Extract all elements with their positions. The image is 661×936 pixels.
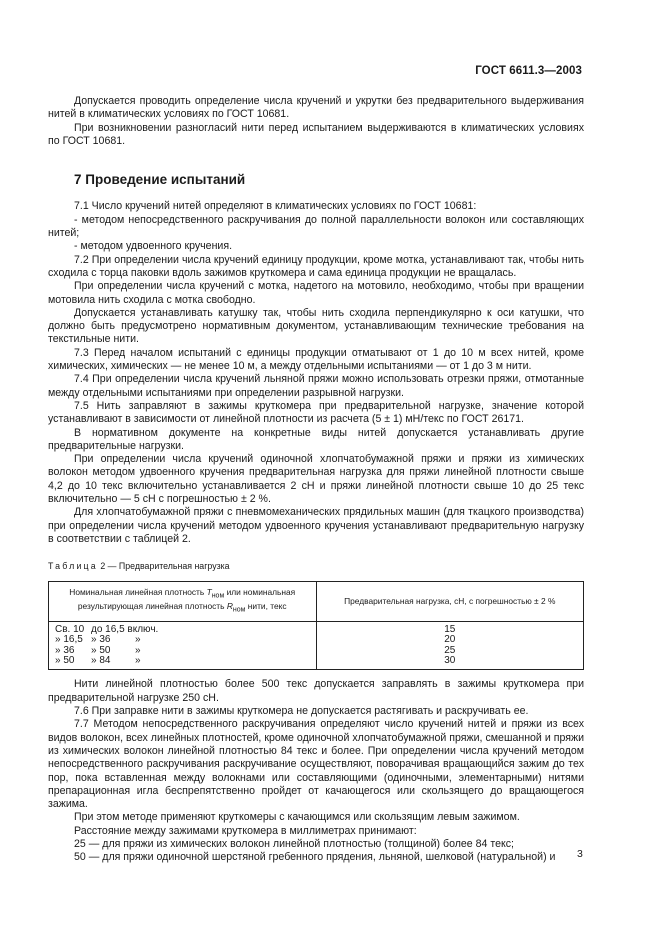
table-row xyxy=(49,646,584,656)
paragraph: 7.5 Нить заправляют в зажимы круткомера при предварительной нагрузке, значение которой устанавливают в зависимости от линейной плотности из расчета (5 ± 1) мН/текс по ГОСТ 26171. xyxy=(48,399,584,426)
table-row xyxy=(49,635,584,645)
load-cell: 30 xyxy=(316,656,584,670)
paragraph: 7.1 Число кручений нитей определяют в климатических условиях по ГОСТ 10681: xyxy=(74,200,477,213)
paragraph: При возникновении разногласий нити перед испытанием выдерживаются в климатических условиях по ГОСТ 10681. xyxy=(48,121,584,147)
section-heading: 7 Проведение испытаний xyxy=(74,172,246,188)
paragraph: Расстояние между зажимами круткомера в миллиметрах принимают: xyxy=(74,824,417,837)
paragraph: 7.7 Методом непосредственного раскручивания определяют число кручений нитей и пряжи из всех видов волокон, всех линейных плотностей, кроме одиночной хлопчатобумажной пряжи, смешанной и пряжи из химических волокон линейной плотностью 84 текс и более. При определении числа кручений методом непосредственного раскручивания раскручивание осуществляют, поворачивая вращающийся зажим до тех пор, пока вставленная между волокнами или составляющими (одиночными, элементарными) нитями препарационная игла беспрепятственно пройдет от качающегося или скользящего до вращающегося зажима. xyxy=(48,718,584,811)
paragraph: В нормативном документе на конкретные виды нитей допускается устанавливать другие предварительные нагрузки. xyxy=(48,426,584,452)
paragraph: Для хлопчатобумажной пряжи с пневмомеханических прядильных машин (для ткацкого производства) при определении числа кручений методом удвоенного кручения устанавливают предварительную нагрузку в соответствии с таблицей 2. xyxy=(48,506,584,545)
paragraph: 7.4 При определении числа кручений льняной пряжи можно использовать отрезки пряжи, отмотанные между отдельными испытаниями при определении разрывной нагрузки. xyxy=(48,373,584,399)
paragraph: 7.2 При определении числа кручений единицу продукции, кроме мотка, устанавливают так, чтобы нить сходила с торца паковки вдоль зажимов круткомера и сама единица продукции не вращалась. xyxy=(48,253,584,279)
page-number: 3 xyxy=(577,848,583,860)
paragraph: 7.6 При заправке нити в зажимы круткомера не допускается растягивать и раскручивать ее. xyxy=(74,705,529,718)
paragraph: 7.3 Перед началом испытаний с единицы продукции отматывают от 1 до 10 м всех нитей, кроме химических, химических — не менее 10 м, а между отдельными испытаниями — от 1 до 3 м нити. xyxy=(48,346,584,373)
load-cell: 20 xyxy=(316,635,584,645)
paragraph: При определении числа кручений с мотка, надетого на мотовило, необходимо, чтобы при вращении мотовила нить сходила с мотка свободно. xyxy=(48,280,584,306)
table-caption xyxy=(48,560,584,573)
document-body xyxy=(48,95,584,865)
density-cell: » 36 » 50 » xyxy=(49,646,317,656)
standard-code: ГОСТ 6611.3—2003 xyxy=(475,65,582,77)
density-cell: » 50 » 84 » xyxy=(49,656,317,670)
table-row xyxy=(49,621,584,635)
paragraph: При определении числа кручений одиночной хлопчатобумажной пряжи и пряжи из химических волокон методом удвоенного кручения предварительная нагрузка для пряжи линейной плотности свыше 4,2 до 10 текс включительно устанавливается 2 сН и пряжи линейной плотности свыше 10 до 25 текс включительно — 5 сН с погрешностью ± 2 %. xyxy=(48,453,584,506)
table-caption-text: 2 — Предварительная нагрузка xyxy=(97,561,230,572)
paragraph: Допускается устанавливать катушку так, чтобы нить сходила перпендикулярно к оси катушки, что должно быть предусмотрено нормативным документом, устанавливающим технические требования на текстильные нити. xyxy=(48,306,584,346)
density-cell: » 16,5 » 36 » xyxy=(49,635,317,645)
list-item: - методом удвоенного кручения. xyxy=(74,240,233,253)
paragraph: При этом методе применяют круткомеры с качающимся или скользящим левым зажимом. xyxy=(74,811,520,824)
table-header-row xyxy=(49,581,584,621)
paragraph: Нити линейной плотностью более 500 текс допускается заправлять в зажимы круткомера при предварительной нагрузке 250 сН. xyxy=(48,678,584,704)
load-cell: 25 xyxy=(316,646,584,656)
paragraph: Допускается проводить определение числа кручений и укрутки без предварительного выдерживания нитей в климатических условиях по ГОСТ 10681. xyxy=(48,95,584,121)
table-caption-word: Таблица xyxy=(48,561,98,572)
density-cell: Св. 10 до 16,5 включ. xyxy=(49,621,317,635)
table-row xyxy=(49,656,584,670)
column-header-load: Предварительная нагрузка, сН, с погрешностью ± 2 % xyxy=(316,581,584,621)
preload-table xyxy=(48,581,584,671)
list-item: - методом непосредственного раскручивания до полной параллельности волокон или составляющих нитей; xyxy=(48,213,584,240)
column-header-density: Номинальная линейная плотность $T_{ном}$ или номинальная результирующая линейная плотность $R_{ном}$ нити, текс xyxy=(49,581,317,621)
paragraph: 50 — для пряжи одиночной шерстяной гребенного прядения, льняной, шелковой (натуральной) и xyxy=(74,851,556,864)
load-cell: 15 xyxy=(316,621,584,635)
paragraph: 25 — для пряжи из химических волокон линейной плотностью (толщиной) более 84 текс; xyxy=(74,838,514,851)
